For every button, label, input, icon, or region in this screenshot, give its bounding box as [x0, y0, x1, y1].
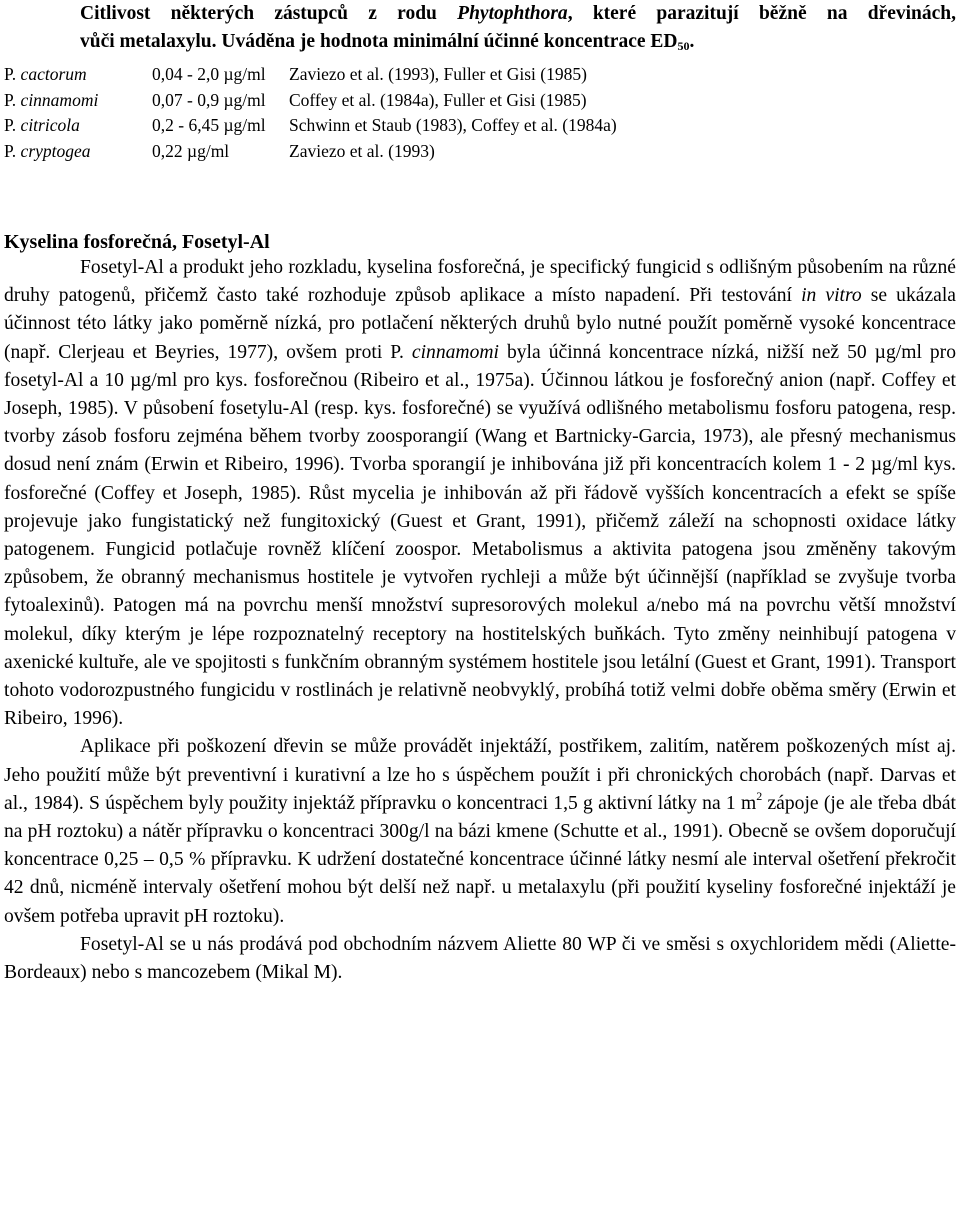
species-epithet: cinnamomi [20, 89, 99, 110]
genus-abbreviation: P. [4, 115, 21, 135]
min-concentration: 0,2 - 6,45 µg/ml [152, 115, 266, 135]
paragraph-text: Aplikace při poškození dřevin se může provádět injektáží, postřikem, zalitím, natěrem poškozených míst aj. Jeho použití může být preventivní i kurativní a lze ho s úspěchem použít i při chronických chorobách (např. Darvas et al., 1984). S úspěchem byly použity injektáž přípravku o koncentraci 1,5 g aktivní látky na 1 m [4, 736, 956, 814]
species-epithet: cryptogea [20, 140, 91, 161]
table-caption [80, 0, 956, 56]
min-concentration: 0,04 - 2,0 µg/ml [152, 64, 266, 84]
genus-abbreviation: P. [4, 89, 21, 110]
min-concentration: 0,22 µg/ml [152, 140, 230, 161]
caption-subscript: 50 [677, 39, 690, 53]
caption-text: . [689, 31, 695, 52]
caption-text: Citlivost některých zástupců z rodu [80, 3, 458, 24]
paragraph-text: byla účinná koncentrace nízká, nižší než 50 µg/ml pro fosetyl-Al a 10 µg/ml pro kys. fosforečnou (Ribeiro et al., 1975a). Účinnou látkou je fosforečný anion (např. Coffey et Joseph, 1985). V působení fosetylu-Al (resp. kys. fosforečné) se využívá odlišného metabolismu fosforu patogena, resp. tvorby zásob fosforu zejména během tvorby zoosporangií (Wang et Bartnicky-Garcia, 1973), ale přesný mechanismus dosud není znám (Erwin et Ribeiro, 1996). Tvorba sporangií je inhibována již při koncentracích kolem 1 - 2 µg/ml kys. fosforečné (Coffey et Joseph, 1985). Růst mycelia je inhibován až při řádově vyšších koncentracích a efekt se spíše projevuje jako fungistatický než fungitoxický (Guest et Grant, 1991), přičemž záleží na schopnosti oxidace látky patogenem. Fungicid potlačuje rovněž klíčení zoospor. Metabolismus a aktivita patogena jsou změněny takovým způsobem, že obranný mechanismus hostitele je vytvořen rychleji a může být účinnější (například se zvyšuje tvorba fytoalexinů). Patogen má na povrchu menší množství supresorových molekul a/nebo má na povrchu větší množství molekul, díky kterým je lépe rozpoznatelný receptory na hostitelských buňkách. Tyto změny neinhibují patogena v axenické kultuře, ale ve spojitosti s funkčním obranným systémem hostitele jsou letální (Guest et Grant, 1991). Transport tohoto vodorozpustného fungicidu v rostlinách je relativně neobvyklý, probíhá totiž velmi dobře oběma směry (Erwin et Ribeiro, 1996). [4, 341, 957, 730]
section-heading: Kyselina fosforečná, Fosetyl-Al [4, 231, 270, 253]
body-text [4, 254, 956, 987]
min-concentration: 0,07 - 0,9 µg/ml [152, 89, 266, 110]
paragraph-text: Fosetyl-Al se u nás prodává pod obchodním názvem Aliette 80 WP či ve směsi s oxychloridem mědi (Aliette-Bordeaux) nebo s mancozebem (Mikal M). [4, 933, 956, 984]
caption-text: vůči metalaxylu. Uváděna je hodnota minimální účinné koncentrace ED [80, 31, 678, 52]
paragraph-text: zápoje (je ale třeba dbát na pH roztoku) a nátěr přípravku o koncentraci 300g/l na bázi kmene (Schutte et al., 1991). Obecně se ovšem doporučují koncentrace 0,25 – 0,5 % přípravku. K udržení dostatečné koncentrace účinné látky nesmí ale interval ošetření překročit 42 dnů, nicméně intervaly ošetření mohou být delší než např. u metalaxylu (při použití kyseliny fosforečné injektáží je ovšem potřeba upravit pH roztoku). [4, 792, 957, 927]
caption-text: , které parazitují běžně na dřevinách, [567, 3, 956, 24]
species-name [4, 113, 80, 139]
reference: Schwinn et Staub (1983), Coffey et al. (1984a) [289, 115, 617, 135]
reference: Coffey et al. (1984a), Fuller et Gisi (1985) [289, 89, 587, 110]
superscript: 2 [756, 788, 763, 803]
species-epithet: cactorum [20, 64, 87, 84]
paragraph [4, 733, 956, 930]
reference: Zaviezo et al. (1993) [289, 140, 435, 161]
paragraph-text: se ukázala účinnost této látky jako poměrně nízká, pro potlačení některých druhů bylo nutné použít poměrně vysoké koncentrace (např. Clerjeau et Beyries, 1977), ovšem proti P. [4, 285, 956, 363]
genus-abbreviation: P. [4, 64, 21, 84]
species-epithet: citricola [20, 115, 80, 135]
paragraph [4, 931, 956, 987]
species-name [4, 62, 87, 88]
reference: Zaviezo et al. (1993), Fuller et Gisi (1985) [289, 64, 587, 84]
species-name [4, 139, 91, 165]
italic-term: in vitro [801, 285, 862, 307]
paragraph-text: Fosetyl-Al a produkt jeho rozkladu, kyselina fosforečná, je specifický fungicid s odlišným působením na různé druhy patogenů, přičemž často také rozhoduje způsob aplikace a místo napadení. Při testování [4, 257, 956, 307]
genus-abbreviation: P. [4, 140, 21, 161]
caption-genus: Phytophthora [457, 3, 568, 24]
italic-term: cinnamomi [411, 341, 499, 363]
caption-line-1 [80, 0, 956, 28]
caption-line-2 [80, 31, 694, 52]
paragraph [4, 254, 956, 733]
species-name [4, 88, 98, 114]
